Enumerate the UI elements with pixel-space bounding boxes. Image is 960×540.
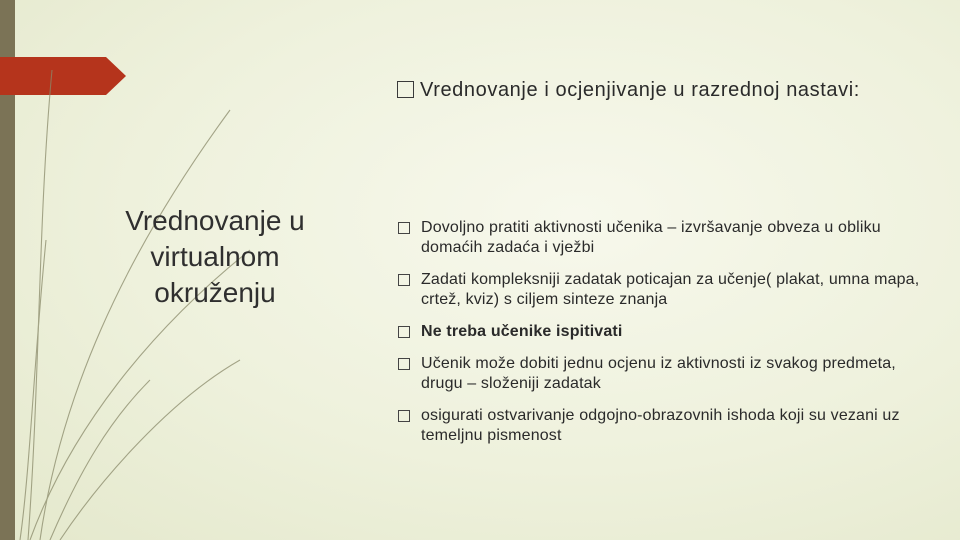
list-item-text: Dovoljno pratiti aktivnosti učenika – izvršavanje obveza u obliku domaćih zadaća i vježbi [421, 219, 881, 256]
checkbox-square-icon [398, 222, 410, 234]
checkbox-square-icon [398, 358, 410, 370]
checkbox-square-icon [398, 410, 410, 422]
list-item-text: Zadati kompleksniji zadatak poticajan za učenje( plakat, umna mapa, crtež, kviz) s ciljem sinteze znanja [421, 271, 920, 308]
accent-arrow-tab [0, 57, 126, 95]
list-item [397, 218, 929, 258]
list-item [397, 270, 929, 310]
bullet-list [397, 218, 929, 458]
side-title: Vrednovanje u virtualnom okruženju [125, 205, 305, 308]
checkbox-square-icon [398, 326, 410, 338]
slide-heading [397, 76, 917, 104]
slide-heading-text: Vrednovanje i ocjenjivanje u razrednoj nastavi: [420, 79, 860, 101]
list-item [397, 322, 929, 342]
list-item [397, 406, 929, 446]
list-item [397, 354, 929, 394]
checkbox-square-icon [397, 81, 414, 98]
checkbox-square-icon [398, 274, 410, 286]
list-item-text: Učenik može dobiti jednu ocjenu iz aktivnosti iz svakog predmeta, drugu – složeniji zadatak [421, 355, 896, 392]
list-item-text: osigurati ostvarivanje odgojno-obrazovnih ishoda koji su vezani uz temeljnu pismenost [421, 407, 900, 444]
list-item-text: Ne treba učenike ispitivati [421, 323, 623, 340]
